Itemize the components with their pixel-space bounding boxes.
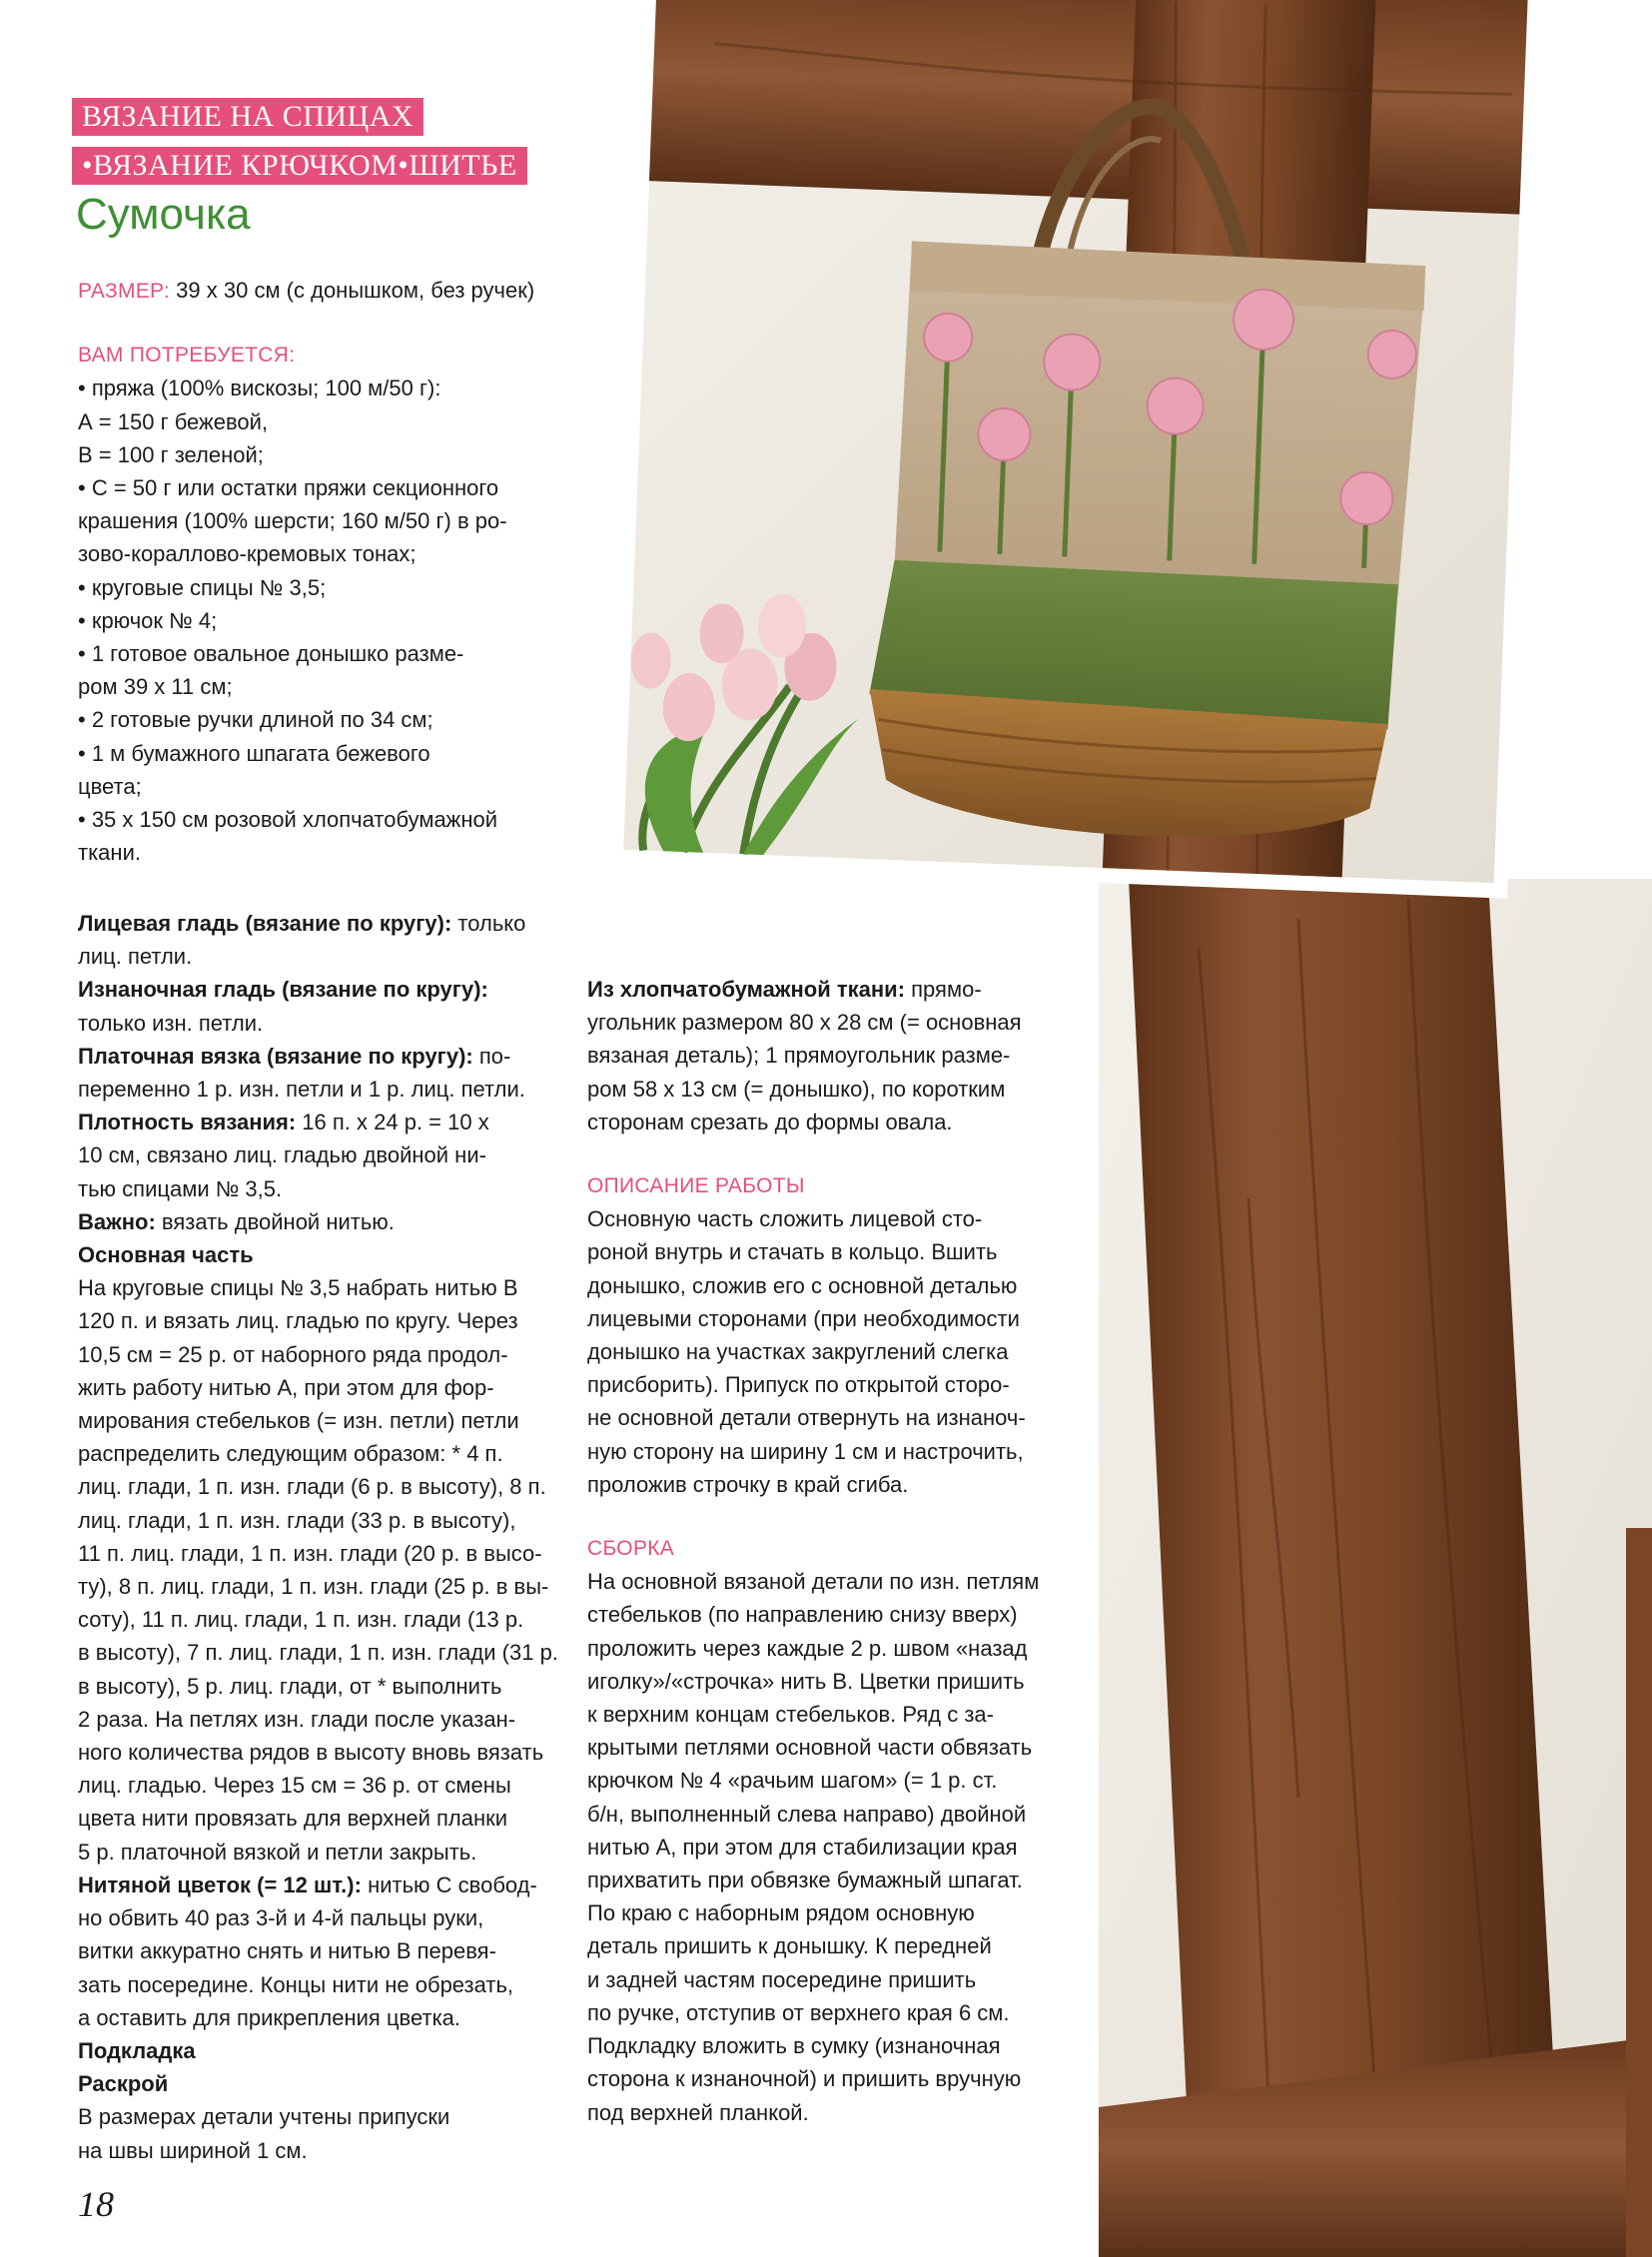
text-line: ром 39 х 11 см; <box>78 674 233 700</box>
right-column <box>587 973 1067 2129</box>
text-line: По краю с наборным рядом основную <box>587 1900 975 1926</box>
text-line: лицевыми сторонами (при необходимости <box>587 1305 1020 1331</box>
cutting-text <box>78 2100 577 2166</box>
text-line: в высоту), 7 п. лиц. глади, 1 п. изн. глади (31 р. <box>78 1640 558 1666</box>
text-line: лиц. глади, 1 п. изн. глади (33 р. в высоту), <box>78 1507 516 1533</box>
assembly-text <box>587 1565 1067 2128</box>
text-line: а оставить для прикрепления цветка. <box>78 2004 461 2030</box>
text-line: донышко, сложив его с основной деталью <box>587 1272 1018 1298</box>
term-text: вязать двойной нитью. <box>155 1208 395 1234</box>
text-line: не основной детали отвернуть на изнаноч- <box>587 1405 1026 1431</box>
cutting-heading: Раскрой <box>78 2071 169 2097</box>
text-line: ную сторону на ширину 1 см и настрочить, <box>587 1438 1024 1464</box>
stitch-garter <box>78 1040 577 1073</box>
text-line: по ручке, отступив от верхнего края 6 см. <box>587 1999 1010 2025</box>
materials-list <box>78 372 577 869</box>
materials-heading: ВАМ ПОТРЕБУЕТСЯ: <box>78 344 296 368</box>
text-line: ром 58 х 13 см (= донышко), по коротким <box>587 1076 1006 1102</box>
text-line: • круговые спицы № 3,5; <box>78 574 327 600</box>
text-line: к верхним концам стебельков. Ряд с за- <box>587 1702 994 1728</box>
work-description-text <box>587 1202 1067 1501</box>
text-line: вязаная деталь); 1 прямоугольник разме- <box>587 1043 1011 1069</box>
text-line: сторона к изнаночной) и пришить вручную <box>587 2066 1022 2092</box>
text-line: зать посередине. Концы нити не обрезать, <box>78 1971 514 1997</box>
important-line <box>78 1205 577 1238</box>
text-line: жить работу нитью А, при этом для фор- <box>78 1374 494 1400</box>
fabric-text <box>587 1006 1067 1138</box>
text-line: прихватить при обвязке бумажный шпагат. <box>587 1868 1023 1893</box>
text-line: только изн. петли. <box>78 1010 264 1036</box>
main-part-heading: Основная часть <box>78 1242 254 1268</box>
text-line: ткани. <box>78 840 141 866</box>
term-text: нитью С свобод- <box>361 1872 537 1897</box>
text-line: На основной вязаной детали по изн. петлям <box>587 1569 1040 1595</box>
text-line: В размерах детали учтены припуски <box>78 2104 450 2130</box>
text-line: 10 см, связано лиц. гладью двойной ни- <box>78 1142 486 1168</box>
text-line: • С = 50 г или остатки пряжи секционного <box>78 475 499 501</box>
size-value: 39 х 30 см (с донышком, без ручек) <box>170 278 535 303</box>
page-number: 18 <box>78 2184 114 2224</box>
text-line: крашения (100% шерсти; 160 м/50 г) в ро- <box>78 508 507 534</box>
flower-text <box>78 1901 577 2034</box>
text-line: 11 п. лиц. глади, 1 п. изн. глади (20 р. в высо- <box>78 1540 542 1566</box>
text-line: донышко на участках закруглений слегка <box>587 1339 1009 1365</box>
text-line: лиц. петли. <box>78 944 193 970</box>
text-line: цвета нити провязать для верхней планки <box>78 1806 508 1832</box>
text-line: стебельков (по направлению снизу вверх) <box>587 1602 1018 1628</box>
lining-heading: Подкладка <box>78 2037 196 2063</box>
section-tag-knitting: ВЯЗАНИЕ НА СПИЦАХ <box>72 98 423 136</box>
text-line: • пряжа (100% вискозы; 100 м/50 г): <box>78 376 441 401</box>
text-line: и задней частям посередине пришить <box>587 1966 977 1992</box>
term-label: Из хлопчатобумажной ткани: <box>587 977 906 1002</box>
text-line: Основную часть сложить лицевой сто- <box>587 1206 983 1232</box>
term-label: Нитяной цветок (= 12 шт.): <box>78 1872 362 1897</box>
text-line: тью спицами № 3,5. <box>78 1175 283 1201</box>
text-line: 120 п. и вязать лиц. гладью по кругу. Через <box>78 1308 518 1334</box>
text-line: цвета; <box>78 773 142 799</box>
text-line: лиц. гладью. Через 15 см = 36 р. от смены <box>78 1773 511 1799</box>
text-line: 10,5 см = 25 р. от наборного ряда продол- <box>78 1341 508 1367</box>
text-line: под верхней планкой. <box>587 2099 809 2125</box>
text-line: крючком № 4 «рачьим шагом» (= 1 р. ст. <box>587 1768 998 1794</box>
text-line: сторонам срезать до формы овала. <box>587 1109 953 1134</box>
text-line: распределить следующим образом: * 4 п. <box>78 1441 503 1467</box>
size-label: РАЗМЕР: <box>78 280 171 303</box>
text-line: Подкладку вложить в сумку (изнаночная <box>587 2033 1001 2059</box>
size-line <box>78 274 577 308</box>
term-label: Платочная вязка (вязание по кругу): <box>78 1043 473 1069</box>
text-line: ту), 8 п. лиц. глади, 1 п. изн. глади (25 р. в вы- <box>78 1574 549 1600</box>
intro-block <box>78 274 577 869</box>
term-label: Важно: <box>78 1208 156 1234</box>
flower-line <box>78 1869 577 1901</box>
text-line: нитью А, при этом для стабилизации края <box>587 1834 1018 1860</box>
text-line: соту), 11 п. лиц. глади, 1 п. изн. глади (13 р. <box>78 1607 524 1633</box>
term-text: по- <box>472 1043 511 1069</box>
text-line: 2 раза. На петлях изн. глади после указан- <box>78 1706 516 1732</box>
text-line: А = 150 г бежевой, <box>78 408 269 434</box>
term-label: Лицевая гладь (вязание по кругу): <box>78 911 452 936</box>
text-line: витки аккуратно снять и нитью В перевя- <box>78 1938 496 1964</box>
text-line: • 1 готовое овальное донышко разме- <box>78 641 464 667</box>
text-line: деталь пришить к донышку. К передней <box>587 1933 992 1959</box>
text-line: на швы шириной 1 см. <box>78 2137 308 2163</box>
text-line: в высоту), 5 р. лиц. глади, от * выполнить <box>78 1673 502 1699</box>
text-line: переменно 1 р. изн. петли и 1 р. лиц. петли. <box>78 1077 525 1103</box>
assembly-heading: СБОРКА <box>587 1537 675 1561</box>
gauge-line <box>78 1106 577 1138</box>
text-line: присборить). Припуск по открытой сторо- <box>587 1372 1010 1398</box>
term-label: Изнаночная гладь (вязание по кругу): <box>78 977 488 1003</box>
term-text: только <box>451 911 526 936</box>
left-column <box>78 907 577 2167</box>
main-part-text <box>78 1271 577 1869</box>
term-text: 16 п. х 24 р. = 10 х <box>296 1110 489 1135</box>
text-line: мирования стебельков (= изн. петли) петли <box>78 1408 519 1434</box>
text-line: 5 р. платочной вязкой и петли закрыть. <box>78 1839 477 1865</box>
page-title: Сумочка <box>76 190 251 239</box>
text-line: В = 100 г зеленой; <box>78 441 264 467</box>
text-line: зово-кораллово-кремовых тонах; <box>78 541 416 567</box>
work-description-heading: ОПИСАНИЕ РАБОТЫ <box>587 1174 805 1198</box>
term-label: Плотность вязания: <box>78 1110 297 1135</box>
fabric-line <box>587 973 1067 1006</box>
text-line: ного количества рядов в высоту вновь вязать <box>78 1740 544 1766</box>
text-line: проложить через каждые 2 р. швом «назад <box>587 1635 1028 1661</box>
text-line: угольник размером 80 х 28 см (= основная <box>587 1010 1022 1036</box>
text-line: роной внутрь и стачать в кольцо. Вшить <box>587 1239 998 1265</box>
text-line: б/н, выполненный слева направо) двойной <box>587 1801 1027 1827</box>
text-line: • 35 х 150 см розовой хлопчатобумажной <box>78 807 498 833</box>
text-line: На круговые спицы № 3,5 набрать нитью В <box>78 1275 518 1301</box>
term-text: прямо- <box>905 977 982 1002</box>
stitch-stockinette <box>78 907 577 940</box>
text-line: лиц. глади, 1 п. изн. глади (6 р. в высоту), 8 п. <box>78 1474 546 1500</box>
text-line: • 2 готовые ручки длиной по 34 см; <box>78 707 433 733</box>
section-tag-crochet-sewing: •ВЯЗАНИЕ КРЮЧКОМ•ШИТЬЕ <box>72 147 527 185</box>
text-line: иголку»/«строчка» нить В. Цветки пришить <box>587 1668 1025 1694</box>
text-line: но обвить 40 раз 3-й и 4-й пальцы руки, <box>78 1905 484 1931</box>
text-line: проложив строчку в край сгиба. <box>587 1471 909 1497</box>
text-line: • 1 м бумажного шпагата бежевого <box>78 740 430 766</box>
text-line: крытыми петлями основной части обвязать <box>587 1735 1033 1761</box>
text-line: • крючок № 4; <box>78 607 218 633</box>
